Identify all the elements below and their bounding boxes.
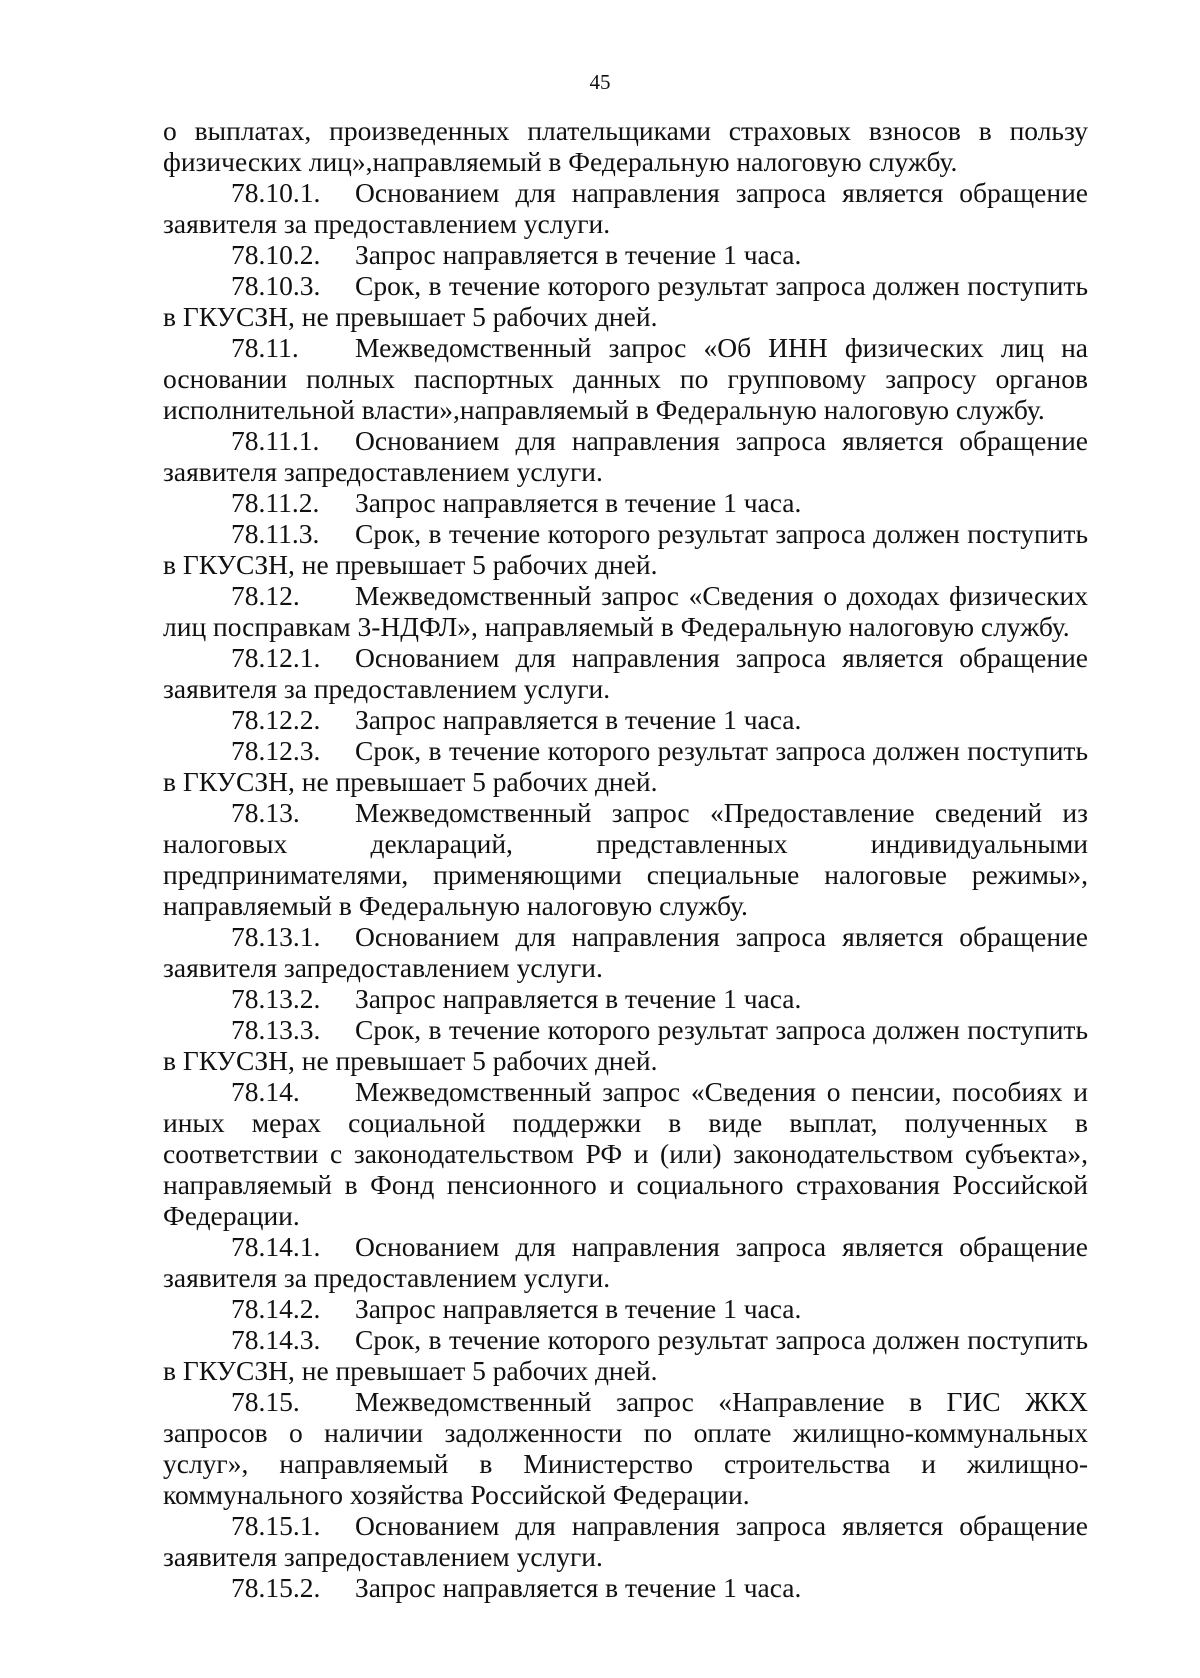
clause-number: 78.12.3. (231, 735, 321, 766)
clause-text: Основанием для направления запроса является обращение заявителя запредоставлением услуги. (163, 425, 1088, 487)
clause-paragraph (163, 797, 1088, 921)
clause-paragraph (163, 239, 1088, 270)
clause-text: Срок, в течение которого результат запроса должен поступить в ГКУСЗН, не превышает 5 рабочих дней. (163, 270, 1088, 332)
clause-text: Межведомственный запрос «Сведения о доходах физических лиц посправкам 3-НДФЛ», направляемый в Федеральную налоговую службу. (163, 580, 1088, 642)
clause-number: 78.12.2. (231, 704, 321, 735)
clause-paragraph (163, 332, 1088, 425)
clause-paragraph (163, 270, 1088, 332)
clause-paragraph (163, 425, 1088, 487)
clause-text: о выплатах, произведенных плательщиками страховых взносов в пользу физических лиц»,направляемый в Федеральную налоговую службу. (163, 115, 1088, 177)
clause-text: Межведомственный запрос «Об ИНН физических лиц на основании полных паспортных данных по групповому запросу органов исполнительной власти»,направляемый в Федеральную налоговую службу. (163, 332, 1088, 425)
clause-number: 78.11.2. (231, 487, 320, 518)
clause-paragraph (163, 1014, 1088, 1076)
clause-text: Основанием для направления запроса является обращение заявителя запредоставлением услуги. (163, 1510, 1088, 1572)
clause-number: 78.11.1. (231, 425, 320, 456)
clause-text: Срок, в течение которого результат запроса должен поступить в ГКУСЗН, не превышает 5 рабочих дней. (163, 735, 1088, 797)
clause-number: 78.14.2. (231, 1293, 321, 1324)
clause-paragraph (163, 921, 1088, 983)
clause-paragraph (163, 487, 1088, 518)
clause-paragraph (163, 1231, 1088, 1293)
clause-number: 78.13.2. (231, 983, 321, 1014)
clause-number: 78.14. (231, 1076, 300, 1107)
clause-paragraph (163, 177, 1088, 239)
clause-text: Межведомственный запрос «Сведения о пенсии, пособиях и иных мерах социальной поддержки в виде выплат, полученных в соответствии с законодательством РФ и (или) законодательством субъекта», направляемый в Фонд пенсионного и социального страхования Российской Федерации. (163, 1076, 1088, 1231)
clause-number: 78.13. (231, 797, 300, 828)
clause-paragraph (163, 1510, 1088, 1572)
clause-number: 78.12.1. (231, 642, 321, 673)
clause-number: 78.13.1. (231, 921, 321, 952)
clause-paragraph (163, 1076, 1088, 1231)
clause-paragraph (163, 1324, 1088, 1386)
clause-text: Срок, в течение которого результат запроса должен поступить в ГКУСЗН, не превышает 5 рабочих дней. (163, 1324, 1088, 1386)
clause-text: Срок, в течение которого результат запроса должен поступить в ГКУСЗН, не превышает 5 рабочих дней. (163, 1014, 1088, 1076)
clause-number: 78.10.1. (231, 177, 321, 208)
clause-number: 78.11.3. (231, 518, 320, 549)
clause-number: 78.10.3. (231, 270, 321, 301)
clause-number: 78.15.2. (231, 1572, 321, 1603)
clause-number: 78.11. (231, 332, 299, 363)
clause-text: Межведомственный запрос «Предоставление сведений из налоговых деклараций, представленных индивидуальными предпринимателями, применяющими специальные налоговые режимы», направляемый в Федеральную налоговую службу. (163, 797, 1088, 921)
clause-text: Запрос направляется в течение 1 часа. (355, 487, 802, 518)
clause-paragraph (163, 518, 1088, 580)
page-number: 45 (589, 70, 611, 94)
clause-text: Межведомственный запрос «Направление в ГИС ЖКХ запросов о наличии задолженности по оплате жилищно-коммунальных услуг», направляемый в Министерство строительства и жилищно-коммунального хозяйства Российской Федерации. (163, 1386, 1088, 1510)
clause-paragraph (163, 1572, 1088, 1603)
clause-paragraph (163, 642, 1088, 704)
clause-paragraph (163, 983, 1088, 1014)
clause-number: 78.14.3. (231, 1324, 321, 1355)
clause-text: Основанием для направления запроса является обращение заявителя за предоставлением услуги. (163, 642, 1088, 704)
clause-number: 78.12. (231, 580, 300, 611)
clause-paragraph (163, 1293, 1088, 1324)
clause-text: Запрос направляется в течение 1 часа. (355, 704, 802, 735)
clause-paragraph (163, 704, 1088, 735)
clause-text: Основанием для направления запроса является обращение заявителя за предоставлением услуги. (163, 1231, 1088, 1293)
clause-text: Запрос направляется в течение 1 часа. (355, 1572, 802, 1603)
clause-number: 78.13.3. (231, 1014, 321, 1045)
clause-text: Основанием для направления запроса является обращение заявителя запредоставлением услуги. (163, 921, 1088, 983)
clause-text: Основанием для направления запроса является обращение заявителя за предоставлением услуги. (163, 177, 1088, 239)
continuation-paragraph (163, 115, 1088, 177)
clause-number: 78.15. (231, 1386, 300, 1417)
clause-text: Срок, в течение которого результат запроса должен поступить в ГКУСЗН, не превышает 5 рабочих дней. (163, 518, 1088, 580)
clause-text: Запрос направляется в течение 1 часа. (355, 239, 802, 270)
clause-paragraph (163, 1386, 1088, 1510)
clause-number: 78.14.1. (231, 1231, 321, 1262)
clause-number: 78.10.2. (231, 239, 321, 270)
clause-paragraph (163, 580, 1088, 642)
clause-number: 78.15.1. (231, 1510, 321, 1541)
document-body (163, 115, 1088, 1603)
clause-paragraph (163, 735, 1088, 797)
clause-text: Запрос направляется в течение 1 часа. (355, 1293, 802, 1324)
clause-text: Запрос направляется в течение 1 часа. (355, 983, 802, 1014)
